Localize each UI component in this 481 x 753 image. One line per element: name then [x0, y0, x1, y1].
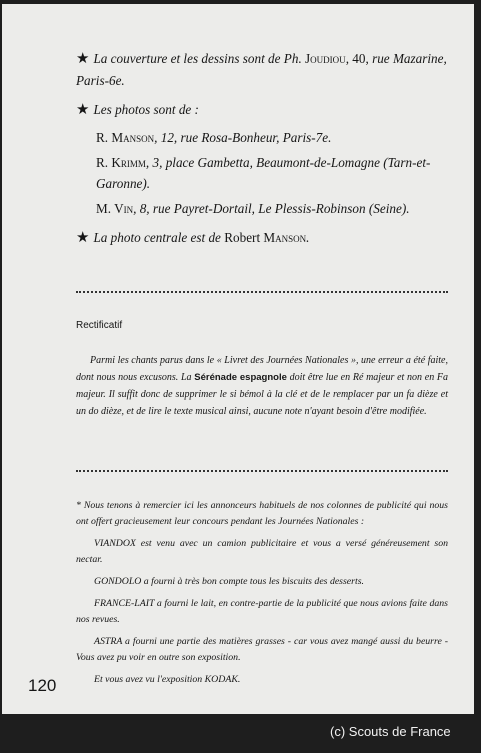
photographer-entry: M. Vin, 8, rue Payret-Dortail, Le Plessis-Robinson (Seine). — [96, 201, 410, 216]
star-icon: ★ — [76, 51, 90, 67]
thanks-item: VIANDOX est venu avec un camion publicitaire et vous a versé généreusement son nectar. — [76, 538, 448, 565]
copyright-watermark: (c) Scouts de France — [330, 724, 451, 739]
thanks-item: GONDOLO a fourni à très bon compte tous les biscuits des desserts. — [94, 576, 364, 587]
central-photo-credit: ★ La photo centrale est de Robert Manson. — [76, 230, 310, 246]
photos-intro: ★ Les photos sont de : — [76, 102, 199, 118]
thanks-item: Et vous avez vu l'exposition KODAK. — [94, 674, 241, 685]
song-title: Sérénade espagnole — [194, 372, 287, 383]
photographer-entry: R. Manson, 12, rue Rosa-Bonheur, Paris-7e. — [96, 130, 332, 145]
star-icon: ★ — [76, 230, 90, 246]
page-number: 120 — [28, 676, 57, 695]
dotted-divider — [76, 291, 448, 293]
cover-credit: ★ La couverture et les dessins sont de Ph. Joudiou, 40, rue Mazarine, Paris-6e. — [76, 51, 447, 88]
thanks-item: ASTRA a fourni une partie des matières grasses - car vous avez mangé aussi du beurre - Vous avez pu voir en outre son exposition. — [76, 636, 448, 663]
thanks-intro: * Nous tenons à remercier ici les annonceurs habituels de nos colonnes de publicité qui nous ont offert gracieusement leur concours pendant les Journées Nationales : — [76, 500, 448, 527]
credits-section — [76, 48, 452, 249]
rectificatif-title: Rectificatif — [76, 320, 123, 331]
photographer-entry: R. Krimm, 3, place Gambetta, Beaumont-de-Lomagne (Tarn-et-Garonne). — [96, 155, 431, 191]
rectificatif-body: Parmi les chants parus dans le « Livret des Journées Nationales », une erreur a été faite, dont nous nous excusons. La Sérénade espagnole doit être lue en Ré majeur et non en Fa majeur. Il suffit donc de supprimer le si bémol à la clé et de le remplacer par un fa dièze et un do dièze, et de lire le texte musical ainsi, aucune note n'ayant besoin d'être modifiée. — [76, 355, 449, 417]
advertisers-thanks — [76, 498, 448, 694]
star-icon: ★ — [76, 102, 90, 118]
thanks-item: FRANCE-LAIT a fourni le lait, en contre-partie de la publicité que nous avions faite dans nos revues. — [76, 598, 448, 625]
dotted-divider — [76, 470, 448, 472]
cover-artist-name: Joudiou — [305, 51, 346, 66]
